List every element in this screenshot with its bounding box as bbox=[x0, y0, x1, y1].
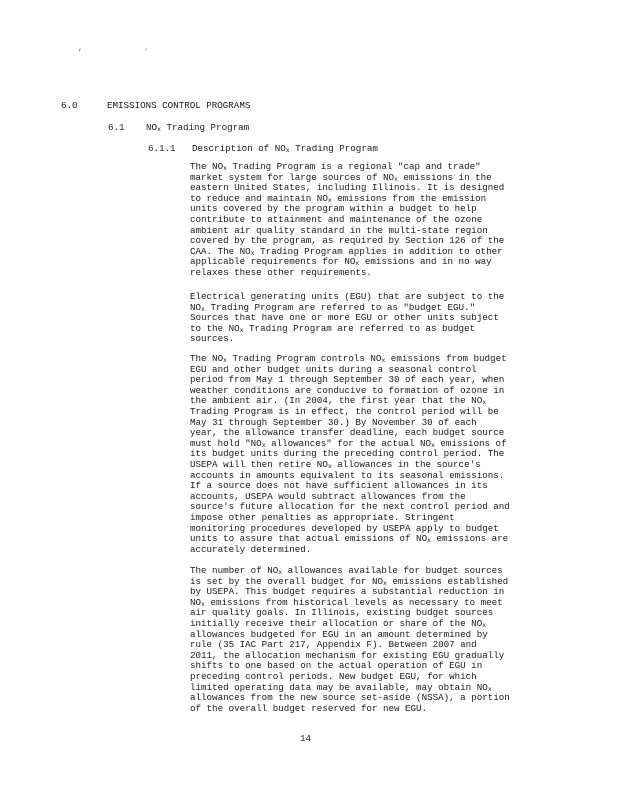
text-line: monitoring procedures developed by USEPA apply to budget bbox=[190, 522, 499, 534]
text-line: rule (35 IAC Part 217, Appendix F). Between 2007 and bbox=[190, 639, 477, 651]
text-line: of the overall budget reserved for new EGU. bbox=[190, 702, 428, 714]
text-line: Sources that have one or more EGU or other units subject bbox=[190, 312, 499, 324]
page-number: 14 bbox=[300, 733, 312, 744]
paragraph-3 bbox=[190, 354, 542, 555]
text-line: period from May 1 through September 30 of each year, when bbox=[190, 374, 505, 386]
text-line: $NO_x$ emissions from historical levels as necessary to meet bbox=[190, 596, 503, 608]
section-title-post: Trading Program bbox=[289, 143, 378, 154]
text-line: air quality goals. In Illinois, existing budget sources bbox=[190, 607, 494, 619]
text-line: by USEPA. This budget requires a substantial reduction in bbox=[190, 586, 505, 598]
text-line: weather conditions are conducive to formation of ozone in bbox=[190, 384, 505, 396]
text-line: allowances from the new source set-aside (NSSA), a portion bbox=[190, 692, 510, 704]
text-line: preceding control periods. New budget EGU, for which bbox=[190, 670, 477, 682]
text-line: 2011, the allocation mechanism for existing EGU gradually bbox=[190, 649, 505, 661]
text-line: sources. bbox=[190, 333, 235, 345]
text-line: ambient air quality standard in the multi-state region bbox=[190, 224, 488, 236]
text-line: year, the allowance transfer deadline, each budget source bbox=[190, 427, 505, 439]
text-line: is set by the overall budget for $NO_x$ emissions established bbox=[190, 575, 509, 587]
text-line: relaxes these other requirements. bbox=[190, 266, 372, 278]
text-line: May 31 through September 30.) By November 30 of each bbox=[190, 416, 477, 428]
text-line: market system for large sources of $NO_x$ emissions in the bbox=[190, 171, 492, 183]
text-line: The $NO_x$ Trading Program controls $NO_x$ emissions from budget bbox=[190, 353, 507, 364]
section-title-post: Trading Program bbox=[160, 122, 250, 133]
text-line: units to assure that actual emissions of $NO_x$ emissions are bbox=[190, 533, 509, 545]
text-line: $NO_x$ Trading Program are referred to as "budget EGU." bbox=[190, 301, 476, 313]
section-number: 6.1.1 bbox=[148, 143, 176, 154]
text-line: to the $NO_x$ Trading Program are referred to as budget bbox=[190, 322, 476, 334]
section-title-pre: NO bbox=[146, 122, 158, 133]
text-line: allowances budgeted for EGU in an amount determined by bbox=[190, 628, 488, 640]
text-line: eastern United States, including Illinois. It is designed bbox=[190, 182, 505, 194]
section-title-pre: Description of NO bbox=[192, 143, 286, 154]
text-line: limited operating data may be available, may obtain $NO_x$ bbox=[190, 681, 492, 693]
subscript-x: x bbox=[285, 147, 290, 154]
text-line: If a source does not have sufficient allowances in its bbox=[190, 480, 488, 492]
text-line: Trading Program is in effect, the control period will be bbox=[190, 405, 499, 417]
text-line: shifts to one based on the actual operation of EGU in bbox=[190, 660, 483, 672]
section-heading-6-1-1 bbox=[148, 143, 378, 155]
text-line: to reduce and maintain $NO_x$ emissions from the emission bbox=[190, 192, 487, 204]
text-line: USEPA will then retire $NO_x$ allowances in the source's bbox=[190, 458, 481, 470]
section-number: 6.1 bbox=[108, 122, 125, 133]
section-heading-6-0 bbox=[61, 100, 250, 112]
paragraph-4 bbox=[190, 566, 542, 714]
text-line: contribute to attainment and maintenance of the ozone bbox=[190, 213, 483, 225]
text-line: accounts in amounts equivalent to its seasonal emissions. bbox=[190, 469, 505, 481]
text-line: initially receive their allocation or share of the $NO_x$ bbox=[190, 617, 487, 629]
subscript-x: x bbox=[157, 126, 161, 133]
section-title: EMISSIONS CONTROL PROGRAMS bbox=[107, 100, 251, 111]
text-line: The $NO_x$ Trading Program is a regional "cap and trade" bbox=[190, 161, 481, 172]
section-number: 6.0 bbox=[61, 100, 78, 111]
text-line: must hold "$NO_x$ allowances" for the actual $NO_x$ emissions of bbox=[190, 437, 507, 449]
text-line: accounts, USEPA would subtract allowances from the bbox=[190, 490, 466, 502]
text-line: accurately determined. bbox=[190, 543, 312, 555]
text-line: CAA. The $NO_x$ Trading Program applies in addition to other bbox=[190, 245, 503, 257]
text-line: its budget units during the preceding control period. The bbox=[190, 448, 505, 460]
paragraph-2 bbox=[190, 292, 542, 345]
text-line: units covered by the program within a budget to help bbox=[190, 203, 477, 215]
text-line: EGU and other budget units during a seasonal control bbox=[190, 363, 477, 375]
text-line: The number of $NO_x$ allowances available for budget sources bbox=[190, 565, 503, 576]
scan-marks: , . bbox=[78, 44, 177, 53]
text-line: covered by the program, as required by Section 126 of the bbox=[190, 235, 505, 247]
text-line: impose other penalties as appropriate. Stringent bbox=[190, 511, 455, 523]
section-heading-6-1 bbox=[108, 122, 249, 134]
text-line: applicable requirements for $NO_x$ emissions and in no way bbox=[190, 256, 492, 268]
text-line: Electrical generating units (EGU) that are subject to the bbox=[190, 291, 505, 302]
text-line: the ambient air. (In 2004, the first year that the $NO_x$ bbox=[190, 395, 487, 407]
paragraph-1 bbox=[190, 162, 542, 279]
text-line: source's future allocation for the next control period and bbox=[190, 501, 510, 513]
